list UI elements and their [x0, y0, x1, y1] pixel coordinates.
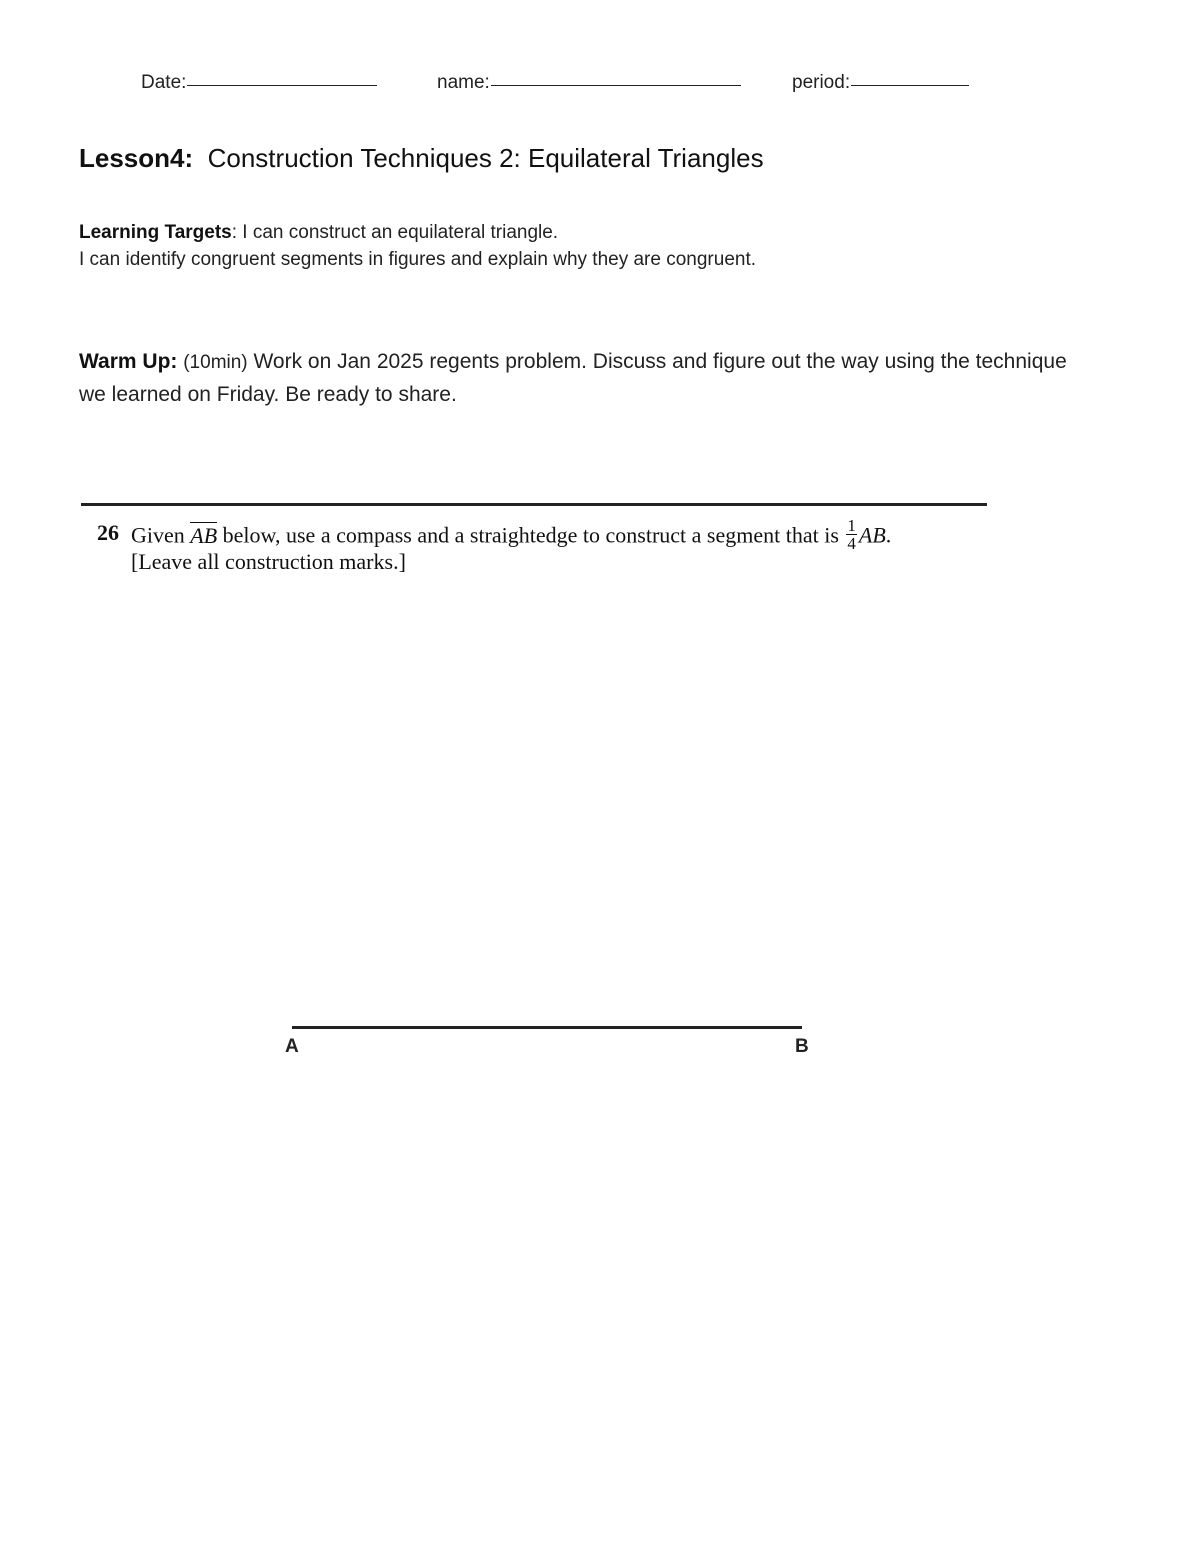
name-field	[437, 72, 741, 94]
fraction-numerator: 1	[847, 516, 856, 535]
problem-period: .	[885, 522, 892, 548]
name-label: name:	[437, 72, 490, 93]
date-label: Date:	[141, 72, 187, 93]
period-blank[interactable]	[851, 85, 969, 86]
period-field	[792, 72, 969, 94]
problem-note: [Leave all construction marks.]	[131, 549, 406, 574]
fraction-denominator: 4	[847, 534, 856, 553]
period-label: period:	[792, 72, 851, 93]
learning-target-1-text: : I can construct an equilateral triangle.	[231, 222, 559, 243]
problem-text-start: Given	[131, 522, 191, 548]
warm-up	[79, 346, 1069, 411]
name-blank[interactable]	[491, 85, 741, 86]
date-blank[interactable]	[187, 85, 377, 86]
lesson-title-text: Construction Techniques 2: Equilateral Triangles	[207, 143, 764, 173]
point-a-label: A	[285, 1036, 299, 1057]
segment-ab-notation: AB	[190, 522, 218, 548]
warm-up-label: Warm Up:	[79, 350, 178, 373]
warm-up-duration: (10min)	[183, 352, 248, 373]
date-field	[141, 72, 377, 94]
learning-target-2: I can identify congruent segments in figures and explain why they are congruent.	[79, 249, 757, 270]
one-quarter-fraction	[846, 517, 857, 552]
problem-number: 26	[97, 520, 119, 545]
lesson-title	[79, 143, 764, 174]
segment-ab-line	[292, 1026, 802, 1029]
learning-target-1	[79, 222, 558, 244]
learning-targets-label: Learning Targets	[79, 222, 232, 243]
warm-up-text: Work on Jan 2025 regents problem. Discuss and figure out the way using the technique we learned on Friday. Be ready to share.	[79, 350, 1067, 406]
lesson-label: Lesson4:	[79, 143, 194, 173]
problem-divider	[81, 503, 987, 506]
point-b-label: B	[795, 1036, 809, 1057]
problem-text-middle: below, use a compass and a straightedge to construct a segment that is	[217, 522, 845, 548]
problem-ab-length: AB	[858, 522, 886, 548]
